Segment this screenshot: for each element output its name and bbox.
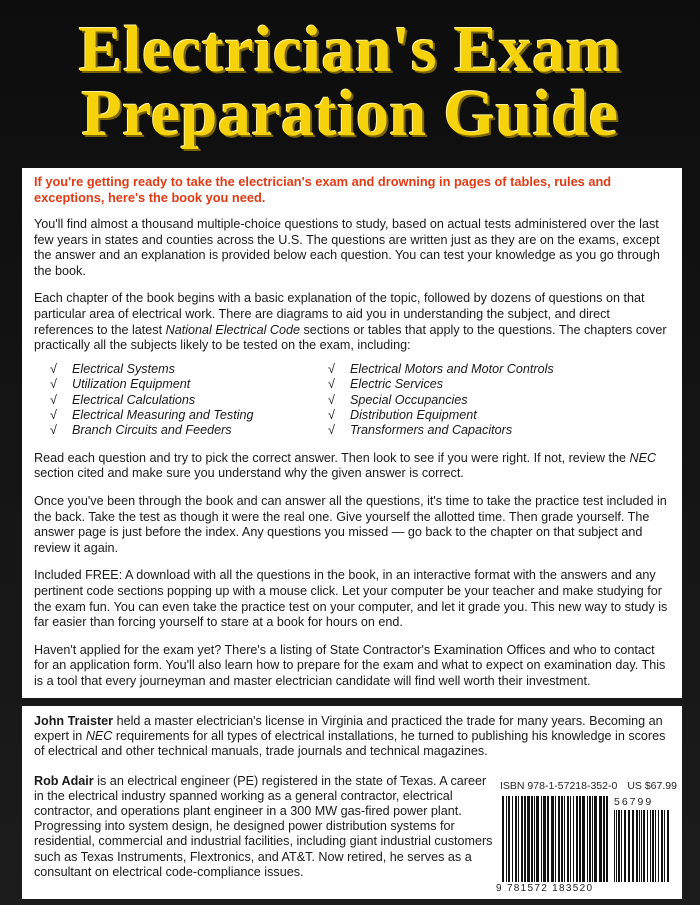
topic-label: Branch Circuits and Feeders bbox=[72, 423, 232, 438]
barcode-number: 9 781572 183520 bbox=[496, 883, 594, 894]
isbn-line bbox=[500, 780, 677, 792]
nec-title: National Electrical Code bbox=[165, 322, 301, 337]
topic-item bbox=[328, 377, 606, 392]
bio-john-traister bbox=[34, 714, 672, 760]
topic-item bbox=[50, 393, 328, 408]
topic-label: Electrical Systems bbox=[72, 361, 175, 376]
isbn-barcode bbox=[492, 780, 676, 898]
paragraph-practice-test: Once you've been through the book and can answer all the questions, it's time to take the practice test included in the back. Take the test as though it were the real one. Give yourself the allotted time. Then grade yourself. The answer page is just before the index. Any questions you missed — go back to the chapter on that subject and review it again. bbox=[34, 493, 667, 555]
nec-abbrev: NEC bbox=[629, 450, 657, 465]
book-title bbox=[0, 13, 700, 150]
paragraph-chapters-a: Each chapter of the book begins with a basic explanation of the topic, followed by dozens of questions on that particular area of electrical work. There are diagrams to aid you in understanding the subject, and direct references to the latest bbox=[34, 291, 645, 337]
bio-rob-adair bbox=[34, 774, 496, 880]
topics-column-right bbox=[328, 362, 606, 439]
topic-label: Transformers and Capacitors bbox=[350, 423, 513, 438]
topic-label: Utilization Equipment bbox=[72, 377, 191, 392]
paragraph-review bbox=[34, 451, 672, 482]
topic-item bbox=[328, 423, 606, 438]
paragraph-application: Haven't applied for the exam yet? There's a listing of State Contractor's Examination Offices and who to contact for an application form. You'll also learn how to prepare for the exam and what to expect on examination day. This is a tool that every journeyman and master electrician candidate will find well worth their investment. bbox=[34, 642, 666, 688]
topic-item bbox=[50, 362, 328, 377]
topic-label: Electrical Calculations bbox=[72, 392, 196, 407]
checkmark-icon: √ bbox=[328, 407, 335, 422]
barcode-bars-icon bbox=[496, 796, 672, 882]
checkmark-icon: √ bbox=[328, 361, 335, 376]
checkmark-icon: √ bbox=[328, 392, 335, 407]
topic-item bbox=[328, 408, 606, 423]
author-name-adair: Rob Adair bbox=[34, 773, 94, 788]
title-line-1: Electrician's Exam bbox=[78, 13, 622, 86]
paragraph-questions: You'll find almost a thousand multiple-choice questions to study, based on actual tests administered over the last few years in states and counties across the U.S. The questions are written just as they are on the exams, except the answer and an explanation is provided below each question. You can test your knowledge as you go through the book. bbox=[34, 217, 660, 278]
title-line-2: Preparation Guide bbox=[81, 77, 619, 150]
topic-label: Electric Services bbox=[350, 377, 444, 392]
topics-list bbox=[50, 362, 672, 439]
checkmark-icon: √ bbox=[328, 423, 335, 438]
topic-item bbox=[50, 408, 328, 423]
checkmark-icon: √ bbox=[50, 407, 57, 422]
topic-item bbox=[50, 423, 328, 438]
topic-item bbox=[328, 362, 606, 377]
price: US $67.99 bbox=[627, 780, 677, 792]
topic-label: Distribution Equipment bbox=[350, 407, 477, 422]
price-code: 56799 bbox=[614, 796, 654, 808]
topic-label: Electrical Motors and Motor Controls bbox=[350, 361, 554, 376]
paragraph-chapters bbox=[34, 291, 672, 353]
topic-label: Special Occupancies bbox=[350, 392, 468, 407]
checkmark-icon: √ bbox=[50, 392, 57, 407]
lead-text: If you're getting ready to take the electrician's exam and drowning in pages of tables, rules and exceptions, here's the book you need. bbox=[34, 174, 612, 205]
checkmark-icon: √ bbox=[328, 377, 335, 392]
paragraph-review-a: Read each question and try to pick the correct answer. Then look to see if you were right. If not, review the bbox=[34, 450, 630, 465]
paragraph-review-b: section cited and make sure you understand why the given answer is correct. bbox=[34, 466, 464, 481]
topics-column-left bbox=[50, 362, 328, 439]
bio1-nec: NEC bbox=[85, 729, 113, 744]
paragraph-chapters-b: sections or tables that apply to the questions. The chapters cover practically all the subjects likely to be tested on the exam, including: bbox=[34, 322, 667, 353]
topic-item bbox=[328, 393, 606, 408]
bio2-text: is an electrical engineer (PE) registered in the state of Texas. A career in the electrical industry spanned working as a general contractor, electrical contractor, and operations plant engineer in a 300 MW gas-fired power plant. Progressing into system design, he designed power distribution systems for residential, commercial and industrial facilities, including giant industrial customers such as Texas Instruments, Flextronics, and AT&T. Now retired, he serves as a consultant on electrical code-compliance issues. bbox=[34, 773, 493, 879]
checkmark-icon: √ bbox=[50, 361, 57, 376]
topic-label: Electrical Measuring and Testing bbox=[72, 407, 254, 422]
paragraph-download: Included FREE: A download with all the questions in the book, in an interactive format with the answers and any pertinent code sections popping up with a mouse click. Let your computer be your teacher and make studying for the exam fun. You can even take the practice test on your computer, and let it grade you. This new way to study is far easier than forcing yourself to stare at a book for hours on end. bbox=[34, 568, 668, 630]
author-name-traister: John Traister bbox=[34, 714, 114, 728]
isbn-number: ISBN 978-1-57218-352-0 bbox=[500, 780, 618, 792]
checkmark-icon: √ bbox=[50, 377, 57, 392]
description-panel bbox=[22, 168, 682, 698]
bio1-text-a: held a master electrician's license in Virginia and practiced the trade for many years. Becoming an expert in bbox=[34, 714, 663, 744]
topic-item bbox=[50, 377, 328, 392]
bio1-text-b: requirements for all types of electrical installations, he turned to publishing his knowledge in scores of electrical and other technical manuals, trade journals and technical magazines. bbox=[34, 729, 666, 759]
checkmark-icon: √ bbox=[50, 423, 57, 438]
